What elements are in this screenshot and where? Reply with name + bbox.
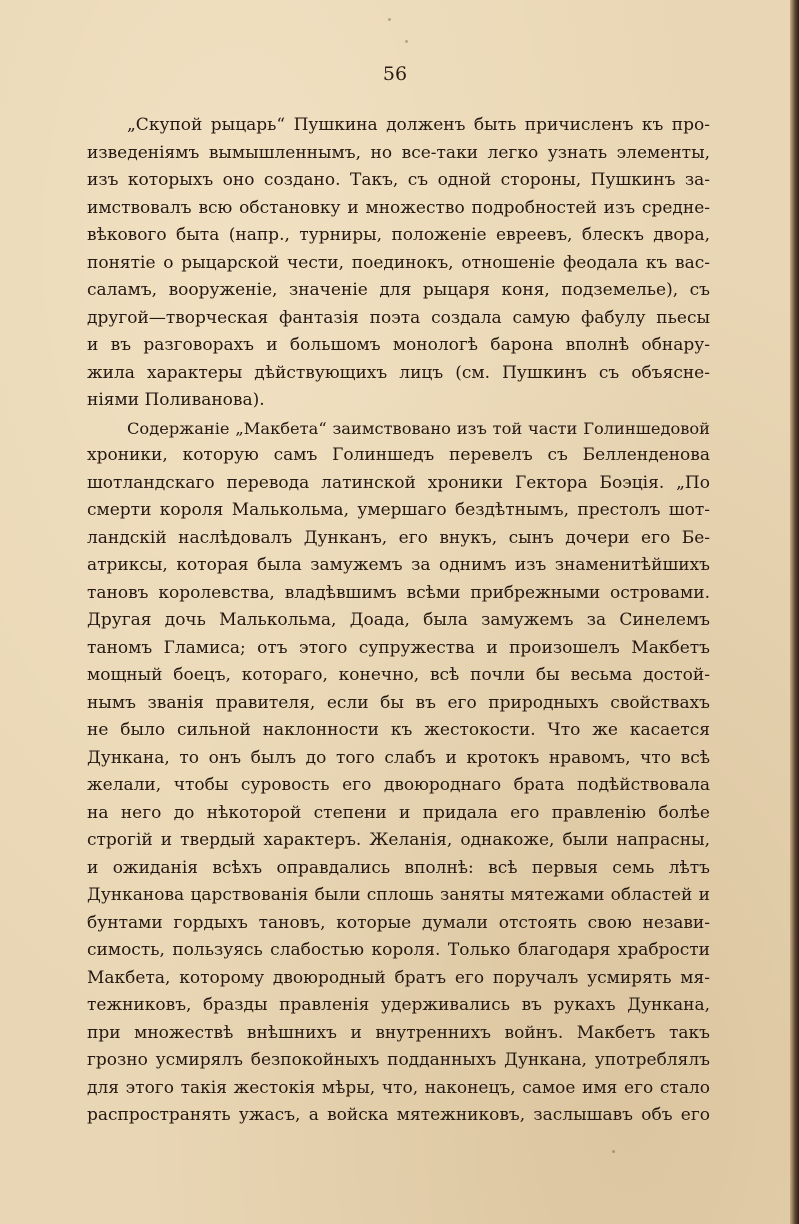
text-line: таномъ Гламиса; отъ этого супружества и произошелъ Макбетъ (87, 637, 710, 658)
text-line: Макбета, которому двоюродный братъ его поручалъ усмирять мя- (87, 967, 710, 988)
text-line: симость, пользуясь слабостью короля. Только благодаря храбрости (87, 940, 710, 960)
text-line: Дунканова царствованія были сплошь заняты мятежами областей и (87, 885, 710, 905)
text-line: вѣкового быта (напр., турниры, положеніе евреевъ, блескъ двора, (87, 225, 710, 245)
text-line: тежниковъ, бразды правленія удерживались въ рукахъ Дункана, (87, 995, 710, 1015)
text-line: шотландскаго перевода латинской хроники Гектора Боэція. „По (87, 472, 710, 493)
text-line: Другая дочь Малькольма, Доада, была замужемъ за Синелемъ (87, 610, 710, 630)
text-line: и ожиданія всѣхъ оправдались вполнѣ: всѣ первыя семь лѣтъ (87, 857, 710, 878)
text-line: Дункана, то онъ былъ до того слабъ и кротокъ нравомъ, что всѣ (87, 747, 710, 768)
text-line: атриксы, которая была замужемъ за однимъ изъ знаменитѣйшихъ (87, 555, 710, 575)
text-line: саламъ, вооруженіе, значеніе для рыцаря коня, подземелье), съ (87, 280, 710, 300)
text-line: тановъ королевства, владѣвшимъ всѣми прибрежными островами. (87, 582, 710, 603)
book-edge-shadow (790, 0, 799, 1224)
text-line: строгій и твердый характеръ. Желанія, однакоже, были напрасны, (87, 830, 710, 850)
text-line: на него до нѣкоторой степени и придала его правленію болѣе (87, 802, 710, 823)
text-line: другой—творческая фантазія поэта создала самую фабулу пьесы (87, 307, 710, 328)
text-line: ландскій наслѣдовалъ Дунканъ, его внукъ, сынъ дочери его Бе- (87, 527, 710, 548)
text-line: нымъ званія правителя, если бы въ его природныхъ свойствахъ (87, 692, 710, 713)
text-line: имствовалъ всю обстановку и множество подробностей изъ средне- (87, 197, 710, 218)
text-line: изъ которыхъ оно создано. Такъ, съ одной стороны, Пушкинъ за- (87, 170, 710, 190)
text-line: грозно усмирялъ безпокойныхъ подданныхъ Дункана, употреблялъ (87, 1050, 710, 1070)
text-line: изведеніямъ вымышленнымъ, но все-таки легко узнать элементы, (87, 142, 710, 163)
text-line: не было сильной наклонности къ жестокости. Что же касается (87, 720, 710, 740)
paper-speck (612, 1150, 615, 1153)
text-line: хроники, которую самъ Голиншедъ перевелъ съ Белленденова (87, 445, 710, 465)
page-number: 56 (382, 63, 408, 85)
text-line: „Скупой рыцарь“ Пушкина долженъ быть причисленъ къ про- (127, 115, 710, 135)
body-text (87, 112, 710, 1130)
text-line: для этого такія жестокія мѣры, что, наконецъ, самое имя его стало (87, 1077, 710, 1098)
text-line: жила характеры дѣйствующихъ лицъ (см. Пушкинъ съ объясне- (87, 362, 710, 383)
text-line: при множествѣ внѣшнихъ и внутреннихъ войнъ. Макбетъ такъ (87, 1022, 710, 1043)
text-line: мощный боецъ, котораго, конечно, всѣ почли бы весьма достой- (87, 665, 710, 685)
text-line: Содержаніе „Макбета“ заимствовано изъ той части Голиншедовой (127, 418, 710, 438)
text-line: понятіе о рыцарской чести, поединокъ, отношеніе феодала къ вас- (87, 252, 710, 273)
text-line: ніями Поливанова). (87, 390, 265, 410)
text-line: смерти короля Малькольма, умершаго бездѣтнымъ, престолъ шот- (87, 500, 710, 520)
text-line: и въ разговорахъ и большомъ монологѣ барона вполнѣ обнару- (87, 335, 710, 355)
paper-speck (405, 40, 408, 43)
text-line: бунтами гордыхъ тановъ, которые думали отстоять свою незави- (87, 912, 710, 933)
paper-speck (388, 18, 391, 21)
text-line: желали, чтобы суровость его двоюроднаго брата подѣйствовала (87, 775, 710, 795)
text-line: распространять ужасъ, а войска мятежниковъ, заслышавъ объ его (87, 1105, 710, 1125)
